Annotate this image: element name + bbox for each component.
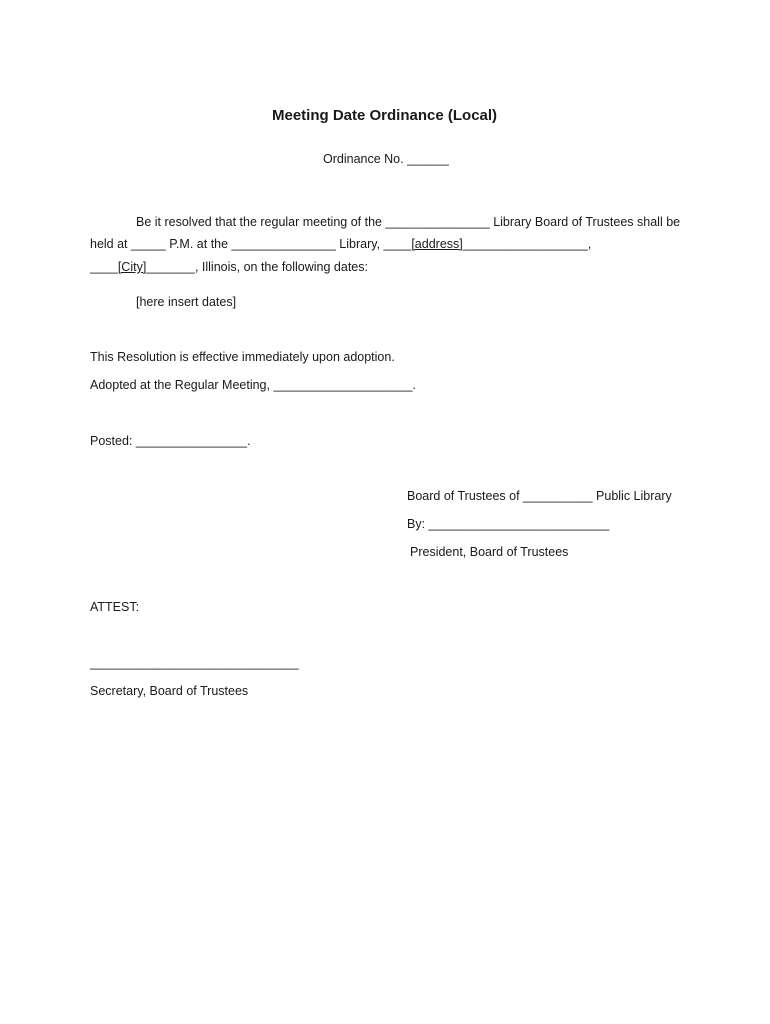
resolution-line-2: [90, 238, 591, 251]
adopted-statement: Adopted at the Regular Meeting, ____________________.: [90, 378, 416, 392]
document-title: Meeting Date Ordinance (Local): [272, 107, 498, 124]
signature-by-line: By: __________________________: [407, 517, 610, 531]
attest-label: ATTEST:: [90, 600, 140, 614]
secretary-title: Secretary, Board of Trustees: [90, 684, 249, 698]
dates-placeholder: [here insert dates]: [136, 295, 237, 309]
attest-signature-line: ______________________________: [90, 656, 299, 670]
city-placeholder: [City]: [117, 260, 147, 274]
resolution-line-2-blank: __________________,: [462, 237, 592, 251]
resolution-line-3-text: _______, Illinois, on the following dates:: [146, 260, 368, 274]
president-title: President, Board of Trustees: [410, 545, 569, 559]
effective-statement: This Resolution is effective immediately upon adoption.: [90, 350, 395, 364]
resolution-line-2-text: held at _____ P.M. at the _______________ Library, ____: [90, 237, 412, 251]
resolution-line-3-blank: ____: [90, 260, 118, 274]
resolution-line-1: Be it resolved that the regular meeting of the _______________ Library Board of Trustees shall be: [136, 215, 681, 229]
resolution-line-3: [90, 261, 368, 274]
address-placeholder: [address]: [411, 237, 463, 251]
board-of-trustees-line: Board of Trustees of __________ Public Library: [407, 489, 672, 503]
ordinance-number: Ordinance No. ______: [323, 152, 449, 166]
posted-statement: Posted: ________________.: [90, 434, 251, 448]
